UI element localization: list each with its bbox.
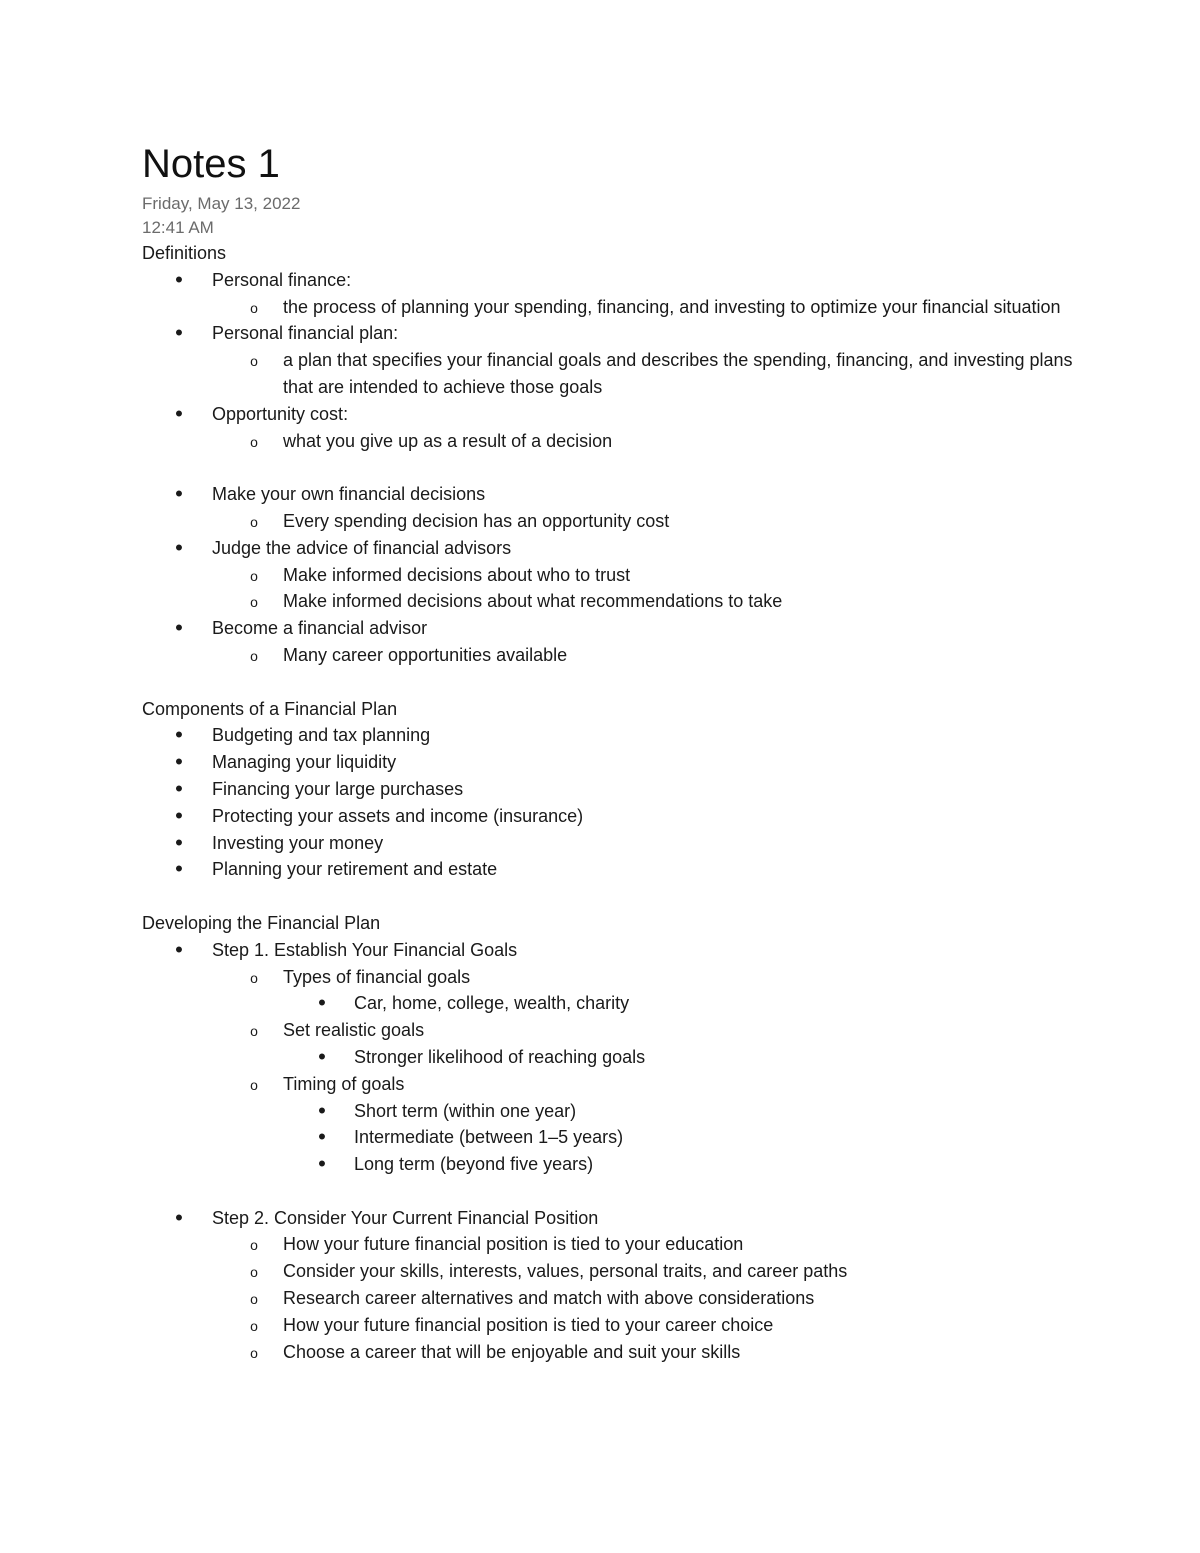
bullet-circle-icon: o [250,1264,258,1281]
list-item: • Short term (within one year) [283,1098,1102,1125]
reasons-list [142,481,1102,669]
list-item: • Step 1. Establish Your Financial Goals o Types of financial goals • Car, home, college, wealth, charity o Set realistic goals • Stronger likelihood of reaching goals o Timing of goals • Short term (within one year) • Intermediate (between 1–5 years) • Long term (beyond five years) [142,937,1102,1178]
bullet-circle-icon: o [250,1237,258,1254]
spacer [142,454,1102,481]
list-item: • Stronger likelihood of reaching goals [283,1044,1102,1071]
bullet-disc-icon: • [318,1151,326,1177]
list-item: o Types of financial goals • Car, home, college, wealth, charity [212,964,1102,1018]
list-item: • Intermediate (between 1–5 years) [283,1124,1102,1151]
bullet-disc-icon: • [175,320,183,346]
list-item: o a plan that specifies your financial goals and describes the spending, financing, and investing plans that are intended to achieve those goals [212,347,1102,401]
list-item: • Make your own financial decisions o Every spending decision has an opportunity cost [142,481,1102,535]
list-item: • Investing your money [142,830,1102,857]
bullet-circle-icon: o [250,513,258,530]
note-time: 12:41 AM [142,218,214,237]
spacer [142,883,1102,910]
list-item: o How your future financial position is tied to your career choice [212,1312,1102,1339]
list-item: • Protecting your assets and income (insurance) [142,803,1102,830]
list-item: o Many career opportunities available [212,642,1102,669]
bullet-disc-icon: • [175,1204,183,1230]
bullet-circle-icon: o [250,433,258,450]
bullet-circle-icon: o [250,353,258,370]
bullet-disc-icon: • [175,266,183,292]
list-item: o the process of planning your spending, financing, and investing to optimize your financial situation [212,294,1102,321]
components-list [142,722,1102,883]
list-item: • Step 2. Consider Your Current Financial Position o How your future financial position is tied to your education o Consider your skills, interests, values, personal traits, and career paths o Research career alternatives and match with above considerations o How your future financial position is tied to your career choice o Choose a career that will be enjoyable and suit your skills [142,1205,1102,1366]
bullet-circle-icon: o [250,1317,258,1334]
bullet-disc-icon: • [318,1043,326,1069]
list-item: • Long term (beyond five years) [283,1151,1102,1178]
bullet-disc-icon: • [175,829,183,855]
list-item: o Choose a career that will be enjoyable and suit your skills [212,1339,1102,1366]
list-item: o Consider your skills, interests, values, personal traits, and career paths [212,1258,1102,1285]
bullet-disc-icon: • [175,749,183,775]
bullet-disc-icon: • [175,400,183,426]
list-item: o Make informed decisions about who to trust [212,562,1102,589]
list-item: • Opportunity cost: o what you give up as a result of a decision [142,401,1102,455]
bullet-disc-icon: • [175,936,183,962]
list-item: • Planning your retirement and estate [142,856,1102,883]
list-item: o Research career alternatives and match with above considerations [212,1285,1102,1312]
list-item: o Every spending decision has an opportunity cost [212,508,1102,535]
bullet-disc-icon: • [175,722,183,748]
list-item: o Make informed decisions about what recommendations to take [212,588,1102,615]
list-item: • Judge the advice of financial advisors o Make informed decisions about who to trust o Make informed decisions about what recommendations to take [142,535,1102,615]
bullet-disc-icon: • [175,615,183,641]
list-item: • Car, home, college, wealth, charity [283,990,1102,1017]
bullet-circle-icon: o [250,1023,258,1040]
steps-list-2 [142,1205,1102,1366]
list-item: • Budgeting and tax planning [142,722,1102,749]
bullet-circle-icon: o [250,1344,258,1361]
bullet-disc-icon: • [175,775,183,801]
definitions-list [142,267,1102,455]
note-page [142,140,1102,1365]
bullet-circle-icon: o [250,647,258,664]
note-date: Friday, May 13, 2022 [142,194,301,213]
bullet-circle-icon: o [250,594,258,611]
bullet-disc-icon: • [175,534,183,560]
spacer [142,669,1102,696]
page-title: Notes 1 [142,142,280,186]
list-item: • Personal financial plan: o a plan that specifies your financial goals and describes the spending, financing, and investing plans that are intended to achieve those goals [142,320,1102,400]
definitions-heading: Definitions [142,243,227,263]
bullet-disc-icon: • [318,990,326,1016]
bullet-circle-icon: o [250,1076,258,1093]
list-item: o what you give up as a result of a decision [212,428,1102,455]
bullet-circle-icon: o [250,299,258,316]
bullet-disc-icon: • [318,1124,326,1150]
list-item: • Managing your liquidity [142,749,1102,776]
bullet-disc-icon: • [175,856,183,882]
bullet-disc-icon: • [318,1097,326,1123]
bullet-circle-icon: o [250,567,258,584]
bullet-circle-icon: o [250,969,258,986]
spacer [142,1178,1102,1205]
list-item: o Set realistic goals • Stronger likelihood of reaching goals [212,1017,1102,1071]
bullet-disc-icon: • [175,802,183,828]
bullet-disc-icon: • [175,481,183,507]
steps-list [142,937,1102,1178]
list-item: • Personal finance: o the process of planning your spending, financing, and investing to optimize your financial situation [142,267,1102,321]
bullet-circle-icon: o [250,1291,258,1308]
components-heading: Components of a Financial Plan [142,698,398,719]
developing-heading: Developing the Financial Plan [142,912,381,933]
list-item: • Become a financial advisor o Many career opportunities available [142,615,1102,669]
list-item: o How your future financial position is tied to your education [212,1231,1102,1258]
list-item: o Timing of goals • Short term (within one year) • Intermediate (between 1–5 years) • Long term (beyond five years) [212,1071,1102,1178]
list-item: • Financing your large purchases [142,776,1102,803]
